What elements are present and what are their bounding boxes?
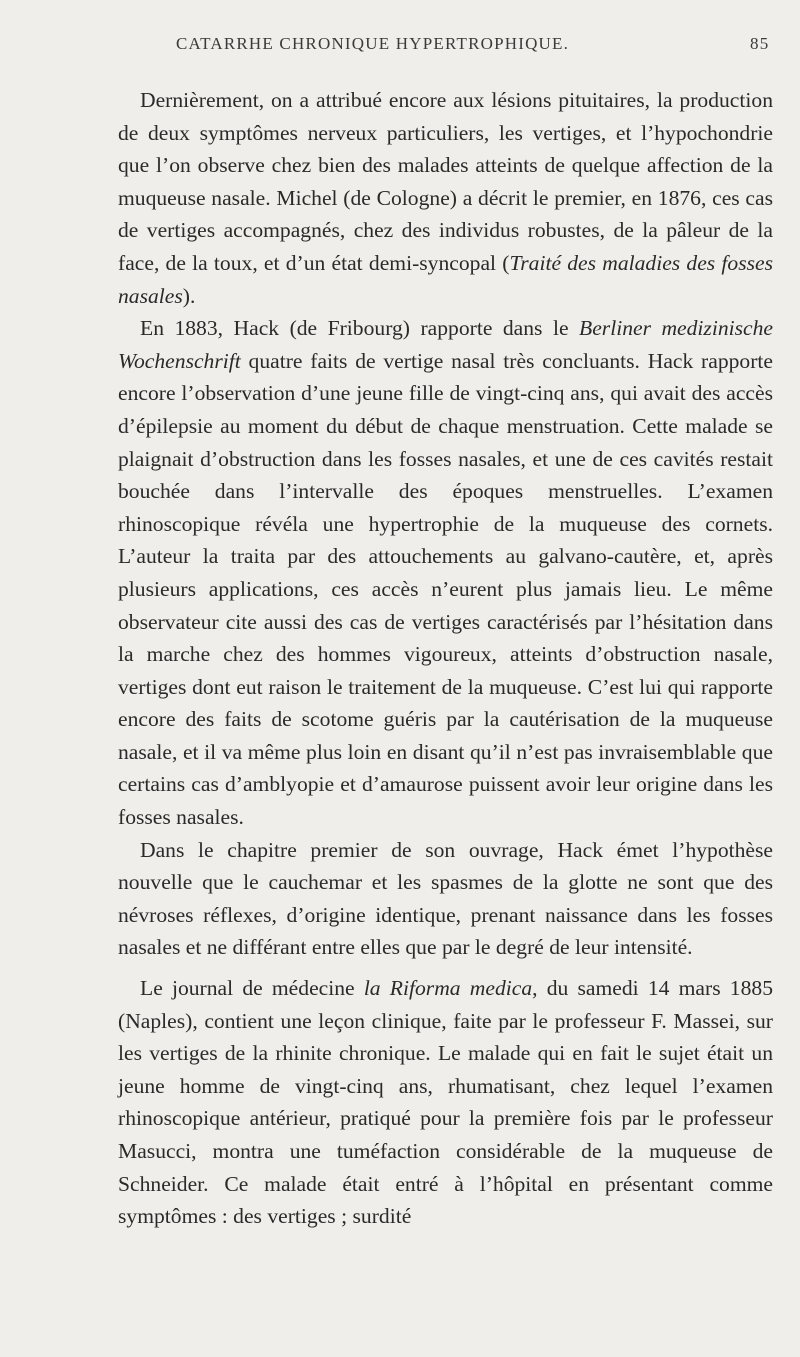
paragraph xyxy=(118,834,773,964)
running-title: CATARRHE CHRONIQUE HYPERTROPHIQUE. xyxy=(176,34,570,53)
paragraph xyxy=(118,312,773,834)
italic-title: la Riforma medica xyxy=(363,976,533,1001)
italic-title: Traité des maladies des fosses nasales xyxy=(118,250,774,308)
page-header xyxy=(0,34,800,62)
paragraph-text: Dans le chapitre premier de son ouvrage, Hack émet l’hypothèse nouvelle que le cauchemar et les spasmes de la glotte ne sont que des névroses réflexes, d’origine identique, prenant naissance dans les fosses nasales et ne différant entre elles que par le degré de leur intensité. xyxy=(118,837,773,960)
paragraph xyxy=(118,972,773,1233)
page-number: 85 xyxy=(750,34,770,53)
paragraph-text: , du samedi 14 mars 1885 (Naples), contient une leçon clinique, faite par le professeur F. Massei, sur les vertiges de la rhinite chronique. Le malade qui en fait le sujet était un jeune homme de vingt-cinq ans, rhumatisant, chez lequel l’examen rhinoscopique antérieur, pratiqué pour la première fois par le professeur Masucci, montra une tuméfaction considérable de la muqueuse de Schneider. Ce malade était entré à l’hôpital en présentant comme symptômes : des vertiges ; surdité xyxy=(118,976,773,1229)
paragraph-text: Dernièrement, on a attribué encore aux lésions pituitaires, la production de deux symptômes nerveux particuliers, les vertiges, et l’hypochondrie que l’on observe chez bien des malades atteints de quelque affection de la muqueuse nasale. Michel (de Cologne) a décrit le premier, en 1876, ces cas de vertiges accompagnés, chez des individus robustes, de la pâleur de la face, de la toux, et d’un état demi-syncopal ( xyxy=(118,88,773,275)
paragraph-text: ). xyxy=(182,283,196,308)
paragraph xyxy=(118,84,773,312)
paragraph-text: quatre faits de vertige nasal très concluants. Hack rapporte encore l’observation d’une jeune fille de vingt-cinq ans, qui avait des accès d’épilepsie au moment du début de chaque menstruation. Cette malade se plaignait d’obstruction dans les fosses nasales, et une de ces cavités restait bouchée dans l’intervalle des époques menstruelles. L’examen rhinoscopique révéla une hypertrophie de la muqueuse des cornets. L’auteur la traita par des attouchements au galvano-cautère, et, après plusieurs applications, ces accès n’eurent plus jamais lieu. Le même observateur cite aussi des cas de vertiges caractérisés par l’hésitation dans la marche chez des hommes vigoureux, atteints d’obstruction nasale, vertiges dont eut raison le traitement de la muqueuse. C’est lui qui rapporte encore des faits de scotome guéris par la cautérisation de la muqueuse nasale, et il va même plus loin en disant qu’il n’est pas invraisemblable que certains cas d’amblyopie et d’amaurose puissent avoir leur origine dans les fosses nasales. xyxy=(118,348,773,830)
body-text xyxy=(118,84,773,1233)
italic-title: Berliner medizinische Wochenschrift xyxy=(118,316,773,373)
paragraph-text: Le journal de médecine xyxy=(140,976,364,1001)
paragraph-text: En 1883, Hack (de Fribourg) rapporte dans le xyxy=(140,316,580,341)
